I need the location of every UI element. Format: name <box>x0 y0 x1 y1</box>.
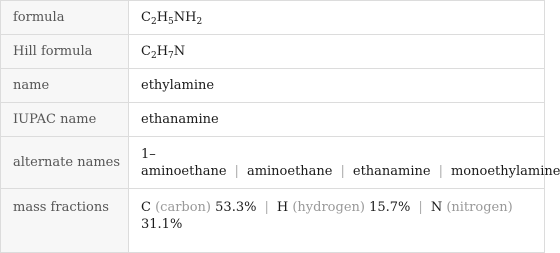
name-label: name <box>1 69 129 103</box>
alternate-names-value <box>129 137 560 189</box>
element-name: (carbon) <box>155 200 212 215</box>
hill-formula-label: Hill formula <box>1 35 129 69</box>
row-alternate-names <box>1 137 545 189</box>
separator: | <box>438 163 443 179</box>
alternate-name: 1–aminoethane <box>141 146 227 179</box>
name-value: ethylamine <box>129 69 545 103</box>
formula-value: $C_2H_5NH_2$ <box>129 1 545 35</box>
element-percent: 31.1% <box>141 217 183 232</box>
alternate-name: aminoethane <box>246 163 333 179</box>
separator: | <box>234 163 239 179</box>
hill-formula-value: $C_2H_7N$ <box>129 35 545 69</box>
row-mass-fractions <box>1 189 545 253</box>
alternate-names-label: alternate names <box>1 137 129 189</box>
separator: | <box>340 163 345 179</box>
alternate-name: ethanamine <box>352 163 431 179</box>
iupac-name-label: IUPAC name <box>1 103 129 137</box>
element-symbol: H <box>276 200 289 215</box>
formula-label: formula <box>1 1 129 35</box>
element-symbol: N <box>430 200 443 215</box>
iupac-name-value: ethanamine <box>129 103 545 137</box>
row-iupac-name <box>1 103 545 137</box>
row-hill-formula <box>1 35 545 69</box>
separator: | <box>264 200 269 215</box>
mass-fractions-label: mass fractions <box>1 189 129 253</box>
row-name <box>1 69 545 103</box>
element-percent: 53.3% <box>215 200 257 215</box>
element-percent: 15.7% <box>369 200 411 215</box>
element-name: (hydrogen) <box>292 200 365 215</box>
element-name: (nitrogen) <box>446 200 513 215</box>
separator: | <box>418 200 423 215</box>
element-symbol: C <box>141 200 151 215</box>
mass-fractions-value <box>129 189 545 253</box>
row-formula <box>1 1 545 35</box>
alternate-name: monoethylamine <box>450 163 560 179</box>
